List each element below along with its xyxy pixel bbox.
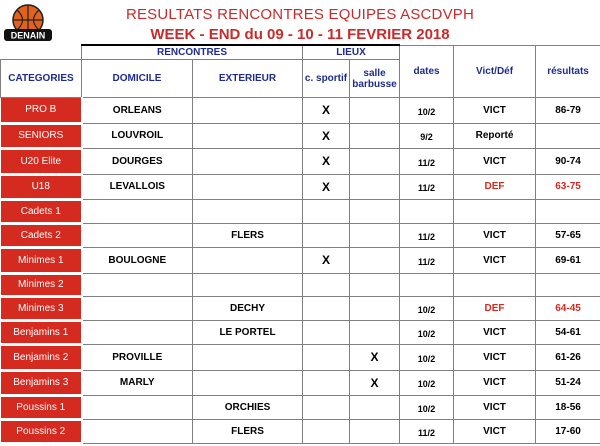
column-header-domicile: DOMICILE (82, 60, 193, 98)
logo-text: DENAIN (10, 30, 46, 41)
table-row (1, 149, 600, 175)
group-header-rencontres: RENCONTRES (82, 45, 303, 60)
category-cell: Minimes 2 (1, 273, 82, 297)
date-cell: 11/2 (400, 224, 454, 248)
c-sportif-cell: X (303, 247, 350, 273)
column-header-salle: salle barbusse (350, 60, 400, 98)
date-cell: 10/2 (400, 98, 454, 124)
c-sportif-cell (303, 224, 350, 248)
salle-cell (350, 123, 400, 149)
result-cell: 61-26 (536, 345, 600, 371)
vict-def-cell: VICT (454, 396, 536, 420)
exterieur-cell: LE PORTEL (193, 321, 303, 345)
salle-cell: X (350, 345, 400, 371)
salle-cell (350, 297, 400, 321)
exterieur-cell: DECHY (193, 297, 303, 321)
domicile-cell (82, 297, 193, 321)
c-sportif-cell (303, 420, 350, 444)
date-cell: 10/2 (400, 345, 454, 371)
salle-cell (350, 273, 400, 297)
category-cell: Minimes 3 (1, 297, 82, 321)
category-cell: U18 (1, 174, 82, 200)
domicile-cell: DOURGES (82, 149, 193, 175)
salle-cell (350, 321, 400, 345)
result-cell: 69-61 (536, 247, 600, 273)
category-cell: Minimes 1 (1, 247, 82, 273)
vict-def-cell: VICT (454, 247, 536, 273)
exterieur-cell: FLERS (193, 420, 303, 444)
column-header-dates: dates (400, 45, 454, 98)
table-row (1, 200, 600, 224)
date-cell: 10/2 (400, 297, 454, 321)
group-header-lieux: LIEUX (303, 45, 400, 60)
domicile-cell: BOULOGNE (82, 247, 193, 273)
table-row (1, 420, 600, 444)
result-cell: 63-75 (536, 174, 600, 200)
domicile-cell (82, 273, 193, 297)
table-row (1, 345, 600, 371)
date-cell: 11/2 (400, 247, 454, 273)
page-title: RESULTATS RENCONTRES EQUIPES ASCDVPH (125, 6, 475, 23)
category-cell: Poussins 1 (1, 396, 82, 420)
domicile-cell (82, 396, 193, 420)
c-sportif-cell (303, 345, 350, 371)
column-header-vict-def: Vict/Déf (454, 45, 536, 98)
salle-cell (350, 224, 400, 248)
c-sportif-cell: X (303, 149, 350, 175)
column-header-c-sportif: c. sportif (303, 60, 350, 98)
c-sportif-cell: X (303, 174, 350, 200)
vict-def-cell (454, 273, 536, 297)
category-cell: Poussins 2 (1, 420, 82, 444)
domicile-cell: PROVILLE (82, 345, 193, 371)
c-sportif-cell (303, 200, 350, 224)
table-row (1, 123, 600, 149)
c-sportif-cell (303, 297, 350, 321)
table-row (1, 224, 600, 248)
vict-def-cell: DEF (454, 297, 536, 321)
result-cell: 18-56 (536, 396, 600, 420)
category-cell: Benjamins 2 (1, 345, 82, 371)
c-sportif-cell (303, 273, 350, 297)
result-cell: 90-74 (536, 149, 600, 175)
salle-cell (350, 200, 400, 224)
date-cell: 11/2 (400, 149, 454, 175)
result-cell: 57-65 (536, 224, 600, 248)
exterieur-cell (193, 200, 303, 224)
c-sportif-cell (303, 321, 350, 345)
vict-def-cell: DEF (454, 174, 536, 200)
c-sportif-cell: X (303, 98, 350, 124)
header-blank (1, 45, 82, 60)
salle-cell (350, 396, 400, 420)
result-cell: 51-24 (536, 370, 600, 396)
domicile-cell: ORLEANS (82, 98, 193, 124)
vict-def-cell: VICT (454, 224, 536, 248)
result-cell: 86-79 (536, 98, 600, 124)
exterieur-cell (193, 174, 303, 200)
table-row (1, 396, 600, 420)
domicile-cell (82, 420, 193, 444)
result-cell: 17-60 (536, 420, 600, 444)
category-cell: U20 Elite (1, 149, 82, 175)
exterieur-cell (193, 273, 303, 297)
category-cell: SENIORS (1, 123, 82, 149)
result-cell (536, 123, 600, 149)
date-cell (400, 273, 454, 297)
category-cell: Cadets 2 (1, 224, 82, 248)
vict-def-cell: Reporté (454, 123, 536, 149)
salle-cell (350, 247, 400, 273)
domicile-cell (82, 200, 193, 224)
domicile-cell: MARLY (82, 370, 193, 396)
exterieur-cell (193, 345, 303, 371)
category-cell: PRO B (1, 98, 82, 124)
salle-cell (350, 98, 400, 124)
exterieur-cell (193, 123, 303, 149)
vict-def-cell: VICT (454, 370, 536, 396)
domicile-cell: LOUVROIL (82, 123, 193, 149)
result-cell: 54-61 (536, 321, 600, 345)
category-cell: Cadets 1 (1, 200, 82, 224)
column-header-resultats: résultats (536, 45, 600, 98)
vict-def-cell (454, 200, 536, 224)
result-cell (536, 273, 600, 297)
table-row (1, 370, 600, 396)
category-cell: Benjamins 3 (1, 370, 82, 396)
column-header-exterieur: EXTERIEUR (193, 60, 303, 98)
c-sportif-cell (303, 370, 350, 396)
vict-def-cell: VICT (454, 98, 536, 124)
vict-def-cell: VICT (454, 321, 536, 345)
exterieur-cell (193, 149, 303, 175)
salle-cell (350, 149, 400, 175)
vict-def-cell: VICT (454, 420, 536, 444)
exterieur-cell (193, 98, 303, 124)
domicile-cell: LEVALLOIS (82, 174, 193, 200)
c-sportif-cell (303, 396, 350, 420)
date-cell: 9/2 (400, 123, 454, 149)
table-row (1, 247, 600, 273)
table-row (1, 174, 600, 200)
table-row (1, 273, 600, 297)
date-cell: 10/2 (400, 370, 454, 396)
column-header-categories: CATEGORIES (1, 60, 82, 98)
vict-def-cell: VICT (454, 149, 536, 175)
table-row (1, 321, 600, 345)
salle-cell: X (350, 370, 400, 396)
date-cell: 10/2 (400, 396, 454, 420)
exterieur-cell: FLERS (193, 224, 303, 248)
table-row (1, 98, 600, 124)
date-cell: 10/2 (400, 321, 454, 345)
date-cell: 11/2 (400, 174, 454, 200)
result-cell (536, 200, 600, 224)
result-cell: 64-45 (536, 297, 600, 321)
salle-cell (350, 420, 400, 444)
exterieur-cell (193, 247, 303, 273)
date-cell (400, 200, 454, 224)
exterieur-cell: ORCHIES (193, 396, 303, 420)
salle-cell (350, 174, 400, 200)
exterieur-cell (193, 370, 303, 396)
domicile-cell (82, 321, 193, 345)
category-cell: Benjamins 1 (1, 321, 82, 345)
table-row (1, 297, 600, 321)
results-table (0, 44, 600, 445)
vict-def-cell: VICT (454, 345, 536, 371)
domicile-cell (82, 224, 193, 248)
c-sportif-cell: X (303, 123, 350, 149)
page-subtitle: WEEK - END du 09 - 10 - 11 FEVRIER 2018 (150, 26, 450, 43)
date-cell: 11/2 (400, 420, 454, 444)
